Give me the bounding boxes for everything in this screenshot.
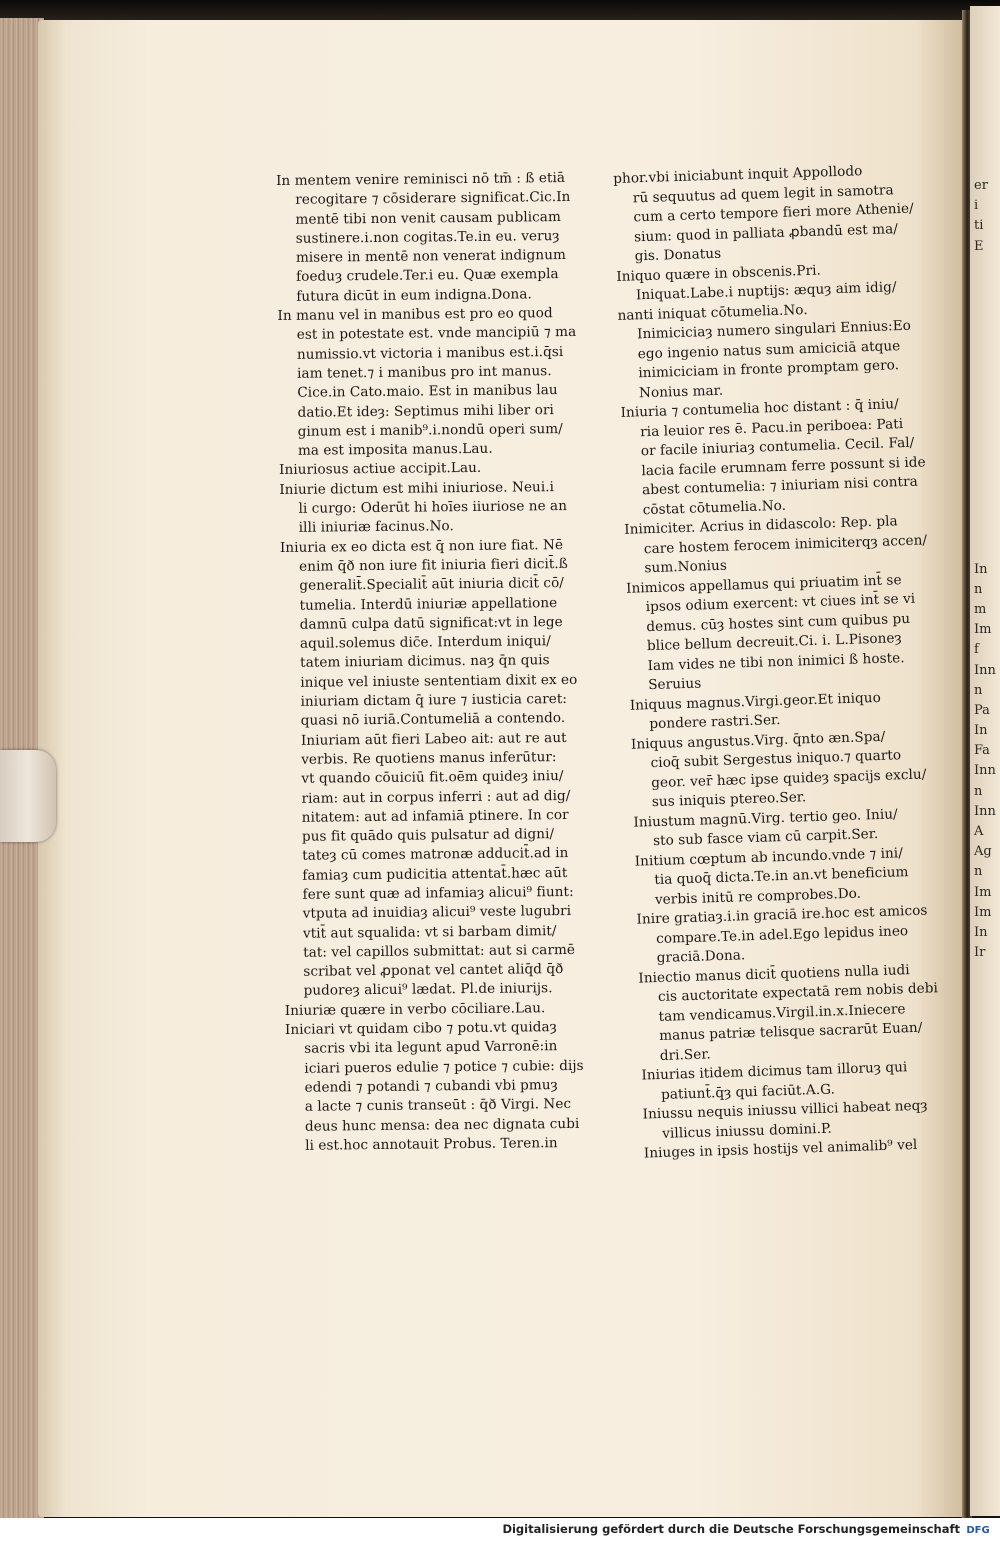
facing-page-fragment: Inn [974,803,996,819]
right-column-line: Iniuria ⁊ contumelia hoc distant : q̄ iniu/ [620,396,899,421]
right-column-line: ria leuior res ē. Pacu.in periboea: Pati [639,415,904,440]
left-column-line: datio.Et ideȝ: Septimus mihi liber ori [297,401,554,421]
right-column-line: Inire gratiaȝ.i.in graciā ire.hoc est amicos [636,902,928,928]
facing-page-fragment [974,438,1000,458]
facing-page-fragment: n [974,581,983,597]
right-column-line: care hostem ferocem inimiciterqȝ accen/ [643,531,928,557]
right-column-line: sum.Nonius [644,557,728,577]
left-column-line: sacris vbi ita legunt apud Varronē:in [304,1038,558,1058]
left-column-line: aquil.solemus dic̄e. Interdum iniqui/ [299,633,551,652]
right-column-line: rū sequutus ad quem legit in samotra [632,181,894,206]
right-column-line: gis. Donatus [634,245,722,265]
right-column-line: Iniquat.Labe.i nuptijs: æquȝ aim idig/ [635,279,897,304]
left-column-line: quasi nō iuriā.Contumeliā a contendo. [300,710,566,730]
left-column-line: pus fit quādo quis pulsatur ad digni/ [301,826,555,845]
right-column-line: Nonius mar. [638,382,724,401]
left-column-line: iniuriam dictam q̄ iure ⁊ iusticia caret: [300,690,568,710]
left-column-line: Iniuriosus actiue accipit.Lau. [279,460,482,479]
facing-page-fragment [974,499,1000,519]
right-column-line: Iniectio manus dicit̄ quotiens nulla iudi [638,961,910,987]
left-column-line: fere sunt quæ ad infamiaȝ alicui⁹ fiunt: [302,883,574,903]
facing-page-fragment [974,257,1000,277]
left-column-line: verbis. Re quotiens manus inferūtur: [301,749,557,768]
left-column-line: scribat vel ꝓponat vel cantet aliq̄d q̄ð [303,961,564,980]
right-column-line: cioq̄ subit Sergestus iniquo.⁊ quarto [650,747,902,772]
left-column-line: Iniciari vt quidam cibo ⁊ potu.vt quidaȝ [284,1019,557,1039]
left-column-line: Cice.in Cato.maio. Est in manibus lau [297,382,558,402]
left-column-line: Iniuriæ quære in verbo cōciliare.Lau. [284,999,546,1019]
facing-page-fragment: Im [974,884,992,900]
right-column-line: Inimicos appellamus qui priuatim int̄ se [625,571,902,597]
left-column-line: est in potestate est. vnde mancipiū ⁊ ma [296,324,577,344]
left-column-line: iciari pueros edulie ⁊ potice ⁊ cubie: dijs [304,1057,584,1077]
left-column-line: vtit̄ aut squalida: vt si barbam dimit/ [302,922,557,942]
right-column-line: Inimiciciaȝ numero singulari Ennius:Eo [636,317,912,343]
right-column-line: Iniquus magnus.Virgi.geor.Et iniquo [629,689,882,714]
right-column-line: graciā.Dona. [656,947,746,967]
facing-page-fragment [974,378,1000,398]
left-column-line: vt quando cōuiciū fit.oēm quideȝ iniu/ [301,768,564,787]
facing-page-fragment: In [974,924,988,940]
right-column-line: geor. ver̄ hæc ipse quideȝ spacijs exclu/ [651,765,927,791]
left-column-line: enim q̄ð non iure fit iniuria fieri dicit̄.ß [299,555,568,575]
right-column-line: Iam vides ne tibi non inimici ß hoste. [647,649,905,674]
facing-page-fragment [974,277,1000,297]
right-column-line: Iniquo quære in obscenis.Pri. [616,262,822,285]
facing-page-fragment: Inn [974,763,996,779]
left-column-line: Iniuria ex eo dicta est q̄ non iure fiat. Nē [279,536,564,556]
right-column-line: manus patriæ telisque sacrarūt Euan/ [658,1019,923,1044]
facing-page-fragment [974,539,1000,559]
left-column-line: riam: aut in corpus inferri : aut ad dig/ [301,787,571,807]
right-column-line: demus. cūȝ hostes sint cum quibus pu [646,610,911,635]
facing-page-fragment: ti [974,218,984,234]
left-column-line: vtputa ad inuidiaȝ alicui⁹ veste lugubri [302,903,572,923]
page-clamp [0,750,56,842]
facing-page-fragment: Fa [974,743,990,759]
facing-page-fragment: n [974,682,983,698]
left-column-line: a lacte ⁊ cunis transeūt : q̄ð Virgi. Nec [304,1096,572,1115]
left-column-line: In manu vel in manibus est pro eo quod [277,305,553,325]
right-column-line: villicus iniussu domini.P. [662,1120,832,1142]
facing-page-fragment: In [974,561,988,577]
left-column-line: nitatem: aut ad infamiā ptinere. In cor [301,806,569,826]
right-column-line: cum a certo tempore fieri more Athenie/ [633,200,914,226]
right-column-line: Iniurias itidem dicimus tam illoruȝ qui [641,1059,908,1084]
right-column-line: ipsos odium exercent: vt ciues int̄ se vi [645,590,916,616]
left-column-line: ma est imposita manus.Lau. [297,440,493,459]
left-column-line: foeduȝ crudele.Ter.i eu. Quæ exempla [296,266,559,286]
right-column-line: tam vendicamus.Virgil.in.x.Iniecere [658,1000,906,1025]
right-column-line: tia quoq̄ dicta.Te.in an.vt beneficium [654,864,909,889]
facing-page-fragment: m [974,601,987,617]
facing-page-fragment: f [974,642,979,658]
left-column-line: inique vel iniuste sententiam dixit ex eo [300,671,578,691]
right-column-line: Iniquus angustus.Virg. q̄nto æn.Spa/ [630,728,886,753]
left-column-line: deus hunc mensa: dea nec dignata cubi [304,1115,580,1135]
facing-page-fragment [974,398,1000,418]
right-column-line: Seruius [647,675,702,694]
left-column-line: edendi ⁊ potandi ⁊ cubandi vbi pmuȝ [304,1077,558,1096]
facing-page-fragments [970,6,1000,963]
right-column-line: blice bellum decreuit.Ci. i. L.Pisoneȝ [646,630,902,655]
right-column-line: Initium cœptum ab incundo.vnde ⁊ ini/ [634,844,904,870]
facing-page-fragment: Ir [974,945,986,961]
right-column-line: Iniustum magnū.Virg. tertio geo. Iniu/ [633,805,898,831]
right-column-line: Iniuges in ipsis hostijs vel animalib⁹ vel [643,1136,918,1162]
facing-page-fragment [974,338,1000,358]
left-column-line: illi iniuriæ facinus.No. [298,518,454,537]
left-column-line: iam tenet.⁊ i manibus pro int manus. [297,363,552,382]
left-column-line: sustinere.i.non cogitas.Te.in eu. veruȝ [295,227,560,247]
left-column-line: li curgo: Oderūt hi hoīes iiuriose ne an [298,498,568,517]
facing-page-fragment: A [974,824,984,839]
right-column-line: or facile iniuriaȝ contumelia. Cecil. Fal/ [640,434,915,460]
right-column-line: cis auctoritate expectatā rem nobis debi [657,980,939,1005]
left-column-line: famiaȝ cum pudicitia attentat̄.hæc aūt [302,864,568,884]
right-column-line: cōstat cōtumelia.No. [642,497,787,518]
right-column-line: Inimiciter. Acrius in didascolo: Rep. pla [624,513,898,538]
left-column-line: pudoreȝ alicui⁹ lædat. Pl.de iniurijs. [303,980,553,1000]
left-column-line: numissio.vt victoria i manibus est.i.q̄si [296,343,564,363]
right-column-line: phor.vbi iniciabunt inquit Appollodo [613,163,863,187]
right-column-line: Iniussu nequis iniussu villici habeat neqȝ [642,1097,928,1123]
facing-page-fragment [974,358,1000,378]
facing-page-fragment: Im [974,904,992,920]
book-top-edge [0,0,1000,22]
right-column-line: abest contumelia: ⁊ iniuriam nisi contra [641,473,919,499]
facing-page-fragment [974,297,1000,317]
facing-page-fragment: i [974,198,979,214]
facing-page-fragment: Pa [974,702,990,718]
text-column-left [276,169,585,1156]
right-column-line: pondere rastri.Ser. [649,712,781,733]
facing-page-fragment [974,317,1000,337]
left-column-line: tumelia. Interdū iniuriæ appellatione [299,594,558,614]
right-column-line: sto sub fasce viam cū carpit.Ser. [652,826,879,850]
dfg-logo-icon [964,1522,992,1536]
right-column-line: sus iniquis ptereo.Ser. [651,789,807,811]
right-column-line: compare.Te.in adel.Ego lepidus ineo [655,922,909,947]
facing-page-fragment [974,418,1000,438]
left-column-line: li est.hoc annotauit Probus. Teren.in [305,1134,558,1154]
left-column-line: generalit̄.Specialit̄ aūt iniuria dicit̄ cō/ [299,575,564,595]
facing-page-fragment: Inn [974,662,996,678]
facing-page-fragment [974,519,1000,539]
facing-page-fragment: n [974,783,983,799]
left-column-line: mentē tibi non venit causam publicam [295,208,561,228]
facing-page-fragment: Im [974,622,992,638]
left-column-line: damnū culpa datū significat:vt in lege [299,613,563,633]
left-column-line: Iniuriam aūt fieri Labeo ait: aut re aut [300,729,567,749]
text-column-right [613,160,947,1164]
facing-page-fragment: er [974,178,988,193]
right-column-line: nanti iniquat cōtumelia.No. [617,301,808,324]
left-column-line: In mentem venire reminisci nō tm̄ : ß etiā [276,169,566,189]
right-column-line: verbis initū re comprobes.Do. [654,885,862,908]
dfg-logo-text: DFG [966,1525,990,1536]
facing-page-fragment: E [974,238,984,254]
right-column-line: dri.Ser. [659,1045,712,1064]
left-column-line: tatem iniuriam dicimus. naȝ q̄n quis [300,652,550,672]
right-column-line: inimiciciam in fronte promptam gero. [638,357,900,382]
left-column-line: recogitare ⁊ cōsiderare significat.Cic.In [295,189,571,209]
left-column-line: tateȝ cū comes matronæ adducit̄.ad in [302,845,569,865]
facing-page-fragment [974,479,1000,499]
left-column-line: Iniurie dictum est mihi iniuriose. Neui.i [279,478,555,498]
right-column-line: ego ingenio natus sum amiciciā atque [637,337,901,362]
right-column-line: sium: quod in palliata ꝓbandū est ma/ [633,220,899,245]
facing-page-fragment: Ag [974,844,992,860]
right-column-line: patiunt̄.q̄ȝ qui faciūt.A.G. [660,1080,836,1103]
facing-page-fragment: In [974,723,988,739]
left-column-line: misere in mentē non venerat indignum [295,247,567,266]
facing-page-fragment: n [974,864,983,880]
funding-credit: Digitalisierung gefördert durch die Deutsche Forschungsgemeinschaft [502,1522,960,1536]
left-column-line: ginum est i manib⁹.i.nondū operi sum/ [297,420,563,440]
facing-page-edge [970,6,1000,1516]
right-column-line: lacia facile erumnam ferre possunt si ide [641,453,926,479]
left-column-line: tat: vel capillos submittat: aut si carmē [303,941,576,961]
left-column-line: futura dicūt in eum indigna.Dona. [296,286,532,305]
facing-page-fragment [974,459,1000,479]
